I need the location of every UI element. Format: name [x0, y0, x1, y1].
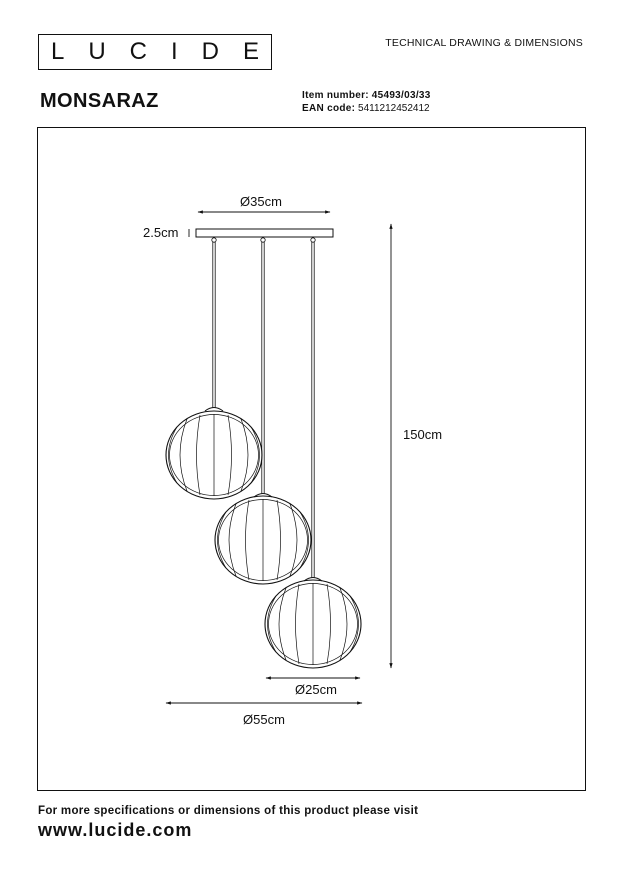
logo-letter: I	[170, 38, 178, 65]
canopy-width-label: Ø35cm	[240, 194, 282, 209]
footer-note: For more specifications or dimensions of this product please visit	[38, 805, 419, 817]
product-name: MONSARAZ	[40, 90, 159, 112]
total-width-label: Ø55cm	[243, 712, 285, 727]
item-number-label: Item number:	[302, 90, 369, 101]
ceiling-canopy	[196, 229, 333, 237]
shade-diameter-label: Ø25cm	[295, 682, 337, 697]
item-number-value: 45493/03/33	[371, 90, 431, 101]
cord-fixing	[212, 238, 216, 242]
ean-value: 5411212452412	[358, 103, 430, 114]
logo-letter: D	[201, 38, 219, 65]
logo-letter: U	[88, 38, 106, 65]
glass-globe-shade	[166, 408, 262, 500]
cord-fixing	[311, 238, 315, 242]
logo-letter: C	[129, 38, 147, 65]
document-type-label: TECHNICAL DRAWING & DIMENSIONS	[385, 37, 583, 49]
website-link[interactable]: www.lucide.com	[38, 820, 193, 840]
ean-label: EAN code:	[302, 103, 356, 114]
suspension-cords	[213, 242, 314, 578]
glass-globe-shade	[265, 578, 361, 669]
logo-letter: E	[242, 38, 259, 65]
cord-fixing	[261, 238, 265, 242]
logo-letter: L	[50, 38, 65, 65]
canopy-height-label: 2.5cm	[143, 225, 179, 240]
glass-globe-shade	[215, 494, 311, 585]
total-height-label: 150cm	[403, 427, 443, 442]
